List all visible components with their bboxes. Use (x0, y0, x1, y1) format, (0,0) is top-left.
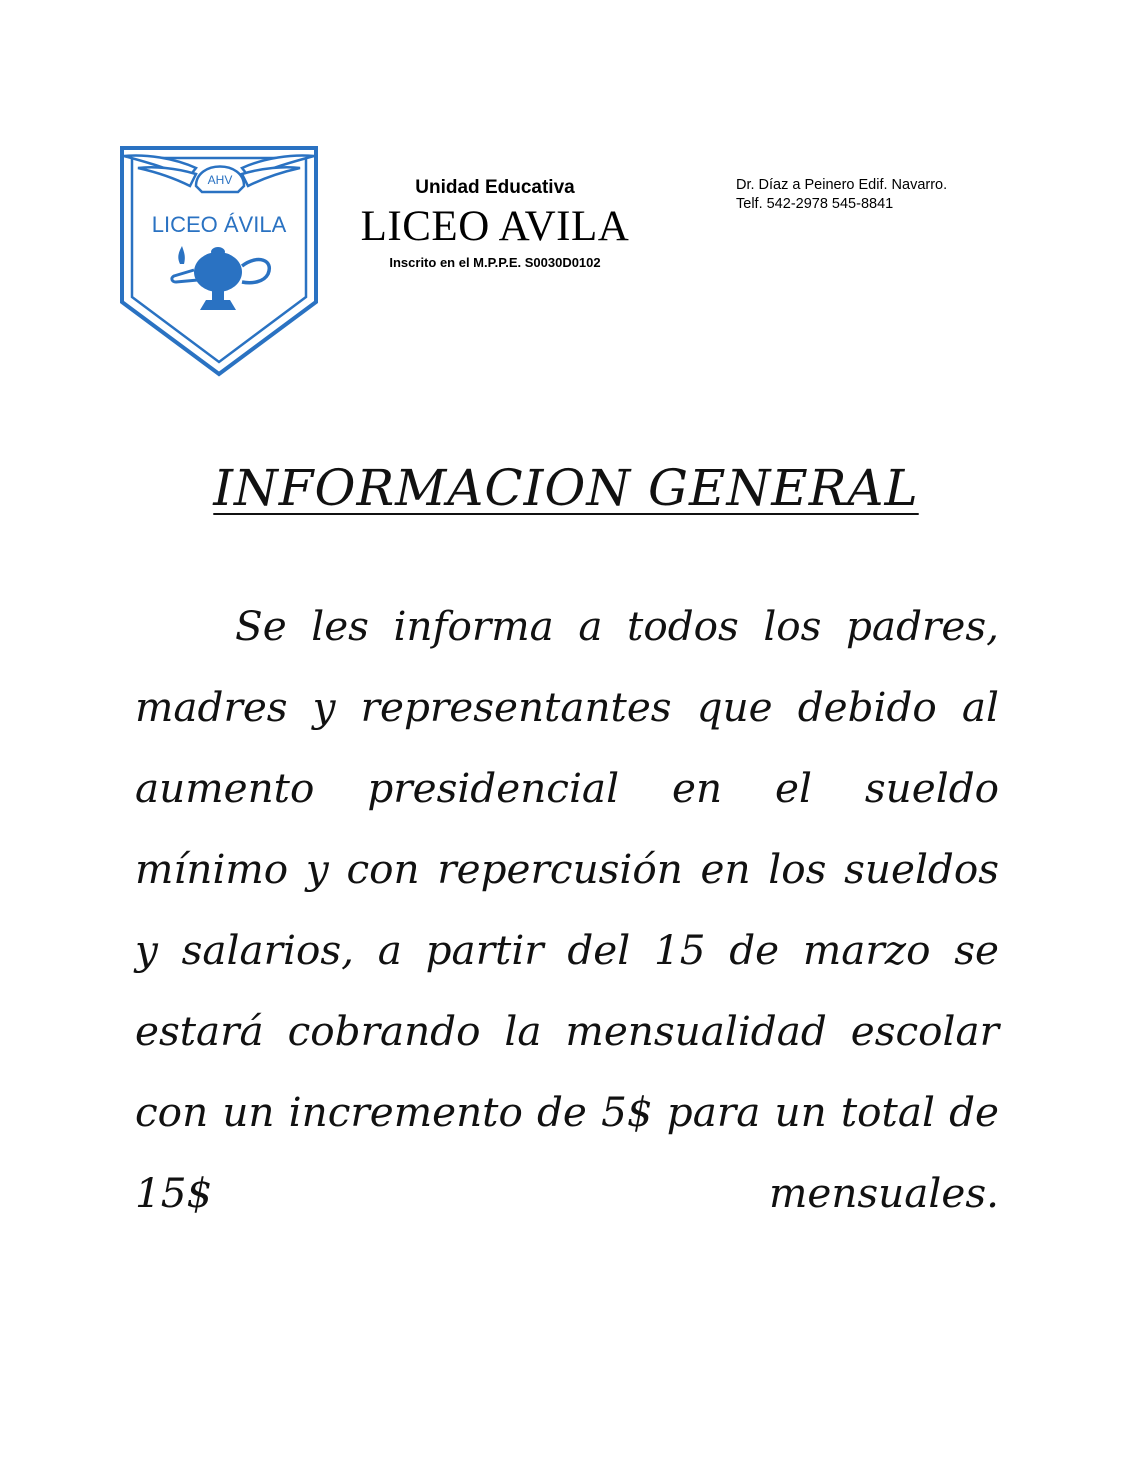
school-header (330, 176, 660, 272)
body-text: Se les informa a todos los padres, madres y representantes que debido al aumento presidencial en el sueldo mínimo y con repercusión en los sueldos y salarios, a partir del 15 de marzo se estará cobrando la mensualidad escolar con un incremento de 5$ para un total de 15$ mensuales. (135, 602, 999, 1217)
school-address (736, 176, 947, 214)
phone-line: Telf. 542-2978 545-8841 (736, 196, 894, 212)
crest-abbreviation: AHV (207, 173, 233, 187)
document-body (135, 586, 999, 1315)
school-name: LICEO AVILA (360, 203, 630, 250)
school-crest-icon (118, 142, 322, 378)
address-line: Dr. Díaz a Peinero Edif. Navarro. (736, 177, 948, 193)
registration-number: Inscrito en el M.P.P.E. S0030D0102 (389, 255, 601, 270)
school-logo (118, 142, 322, 378)
document-title: INFORMACION GENERAL (213, 459, 919, 517)
crest-school-label: LICEO ÁVILA (151, 212, 287, 237)
unit-label: Unidad Educativa (415, 177, 575, 198)
